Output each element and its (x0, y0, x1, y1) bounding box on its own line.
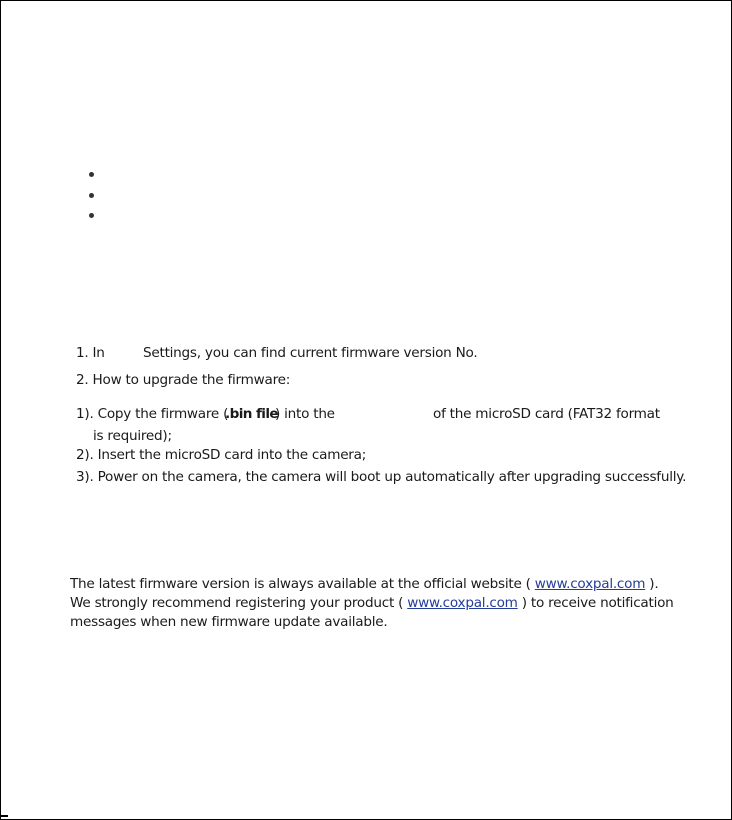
step-1-text-c: of the microSD card (FAT32 format (433, 406, 660, 422)
corner-mark (0, 815, 8, 817)
notice-line-2-text: We strongly recommend registering your product ( (70, 595, 404, 611)
notice-line-3: messages when new firmware update available. (70, 614, 388, 630)
step-1-text-a: 1). Copy the firmware ( (76, 406, 229, 422)
website-link[interactable]: www.coxpal.com (534, 576, 646, 592)
step-2-text: 2). Insert the microSD card into the camera; (76, 447, 367, 463)
bullet-item (89, 209, 101, 230)
step-1-text-b: ) into the (275, 406, 335, 422)
notice-line-1-text: The latest firmware version is always available at the official website ( (70, 576, 531, 592)
bin-file-label: .bin file (225, 406, 279, 422)
item-1-number: 1. In (76, 345, 105, 361)
register-link[interactable]: www.coxpal.com (407, 595, 518, 611)
item-2-text: 2. How to upgrade the firmware: (76, 372, 291, 388)
step-1-continuation: is required); (93, 428, 172, 444)
bullet-item (89, 189, 101, 210)
notice-line-1-end: ). (649, 576, 659, 592)
notice-line-1 (70, 575, 658, 593)
bullet-list (89, 168, 101, 230)
notice-line-2-end: ) to receive notification (521, 595, 674, 611)
bullet-item (89, 168, 101, 189)
notice-line-2 (70, 594, 674, 612)
item-1-text: Settings, you can find current firmware version No. (143, 345, 478, 361)
step-3-text: 3). Power on the camera, the camera will boot up automatically after upgrading successfully. (76, 469, 687, 485)
